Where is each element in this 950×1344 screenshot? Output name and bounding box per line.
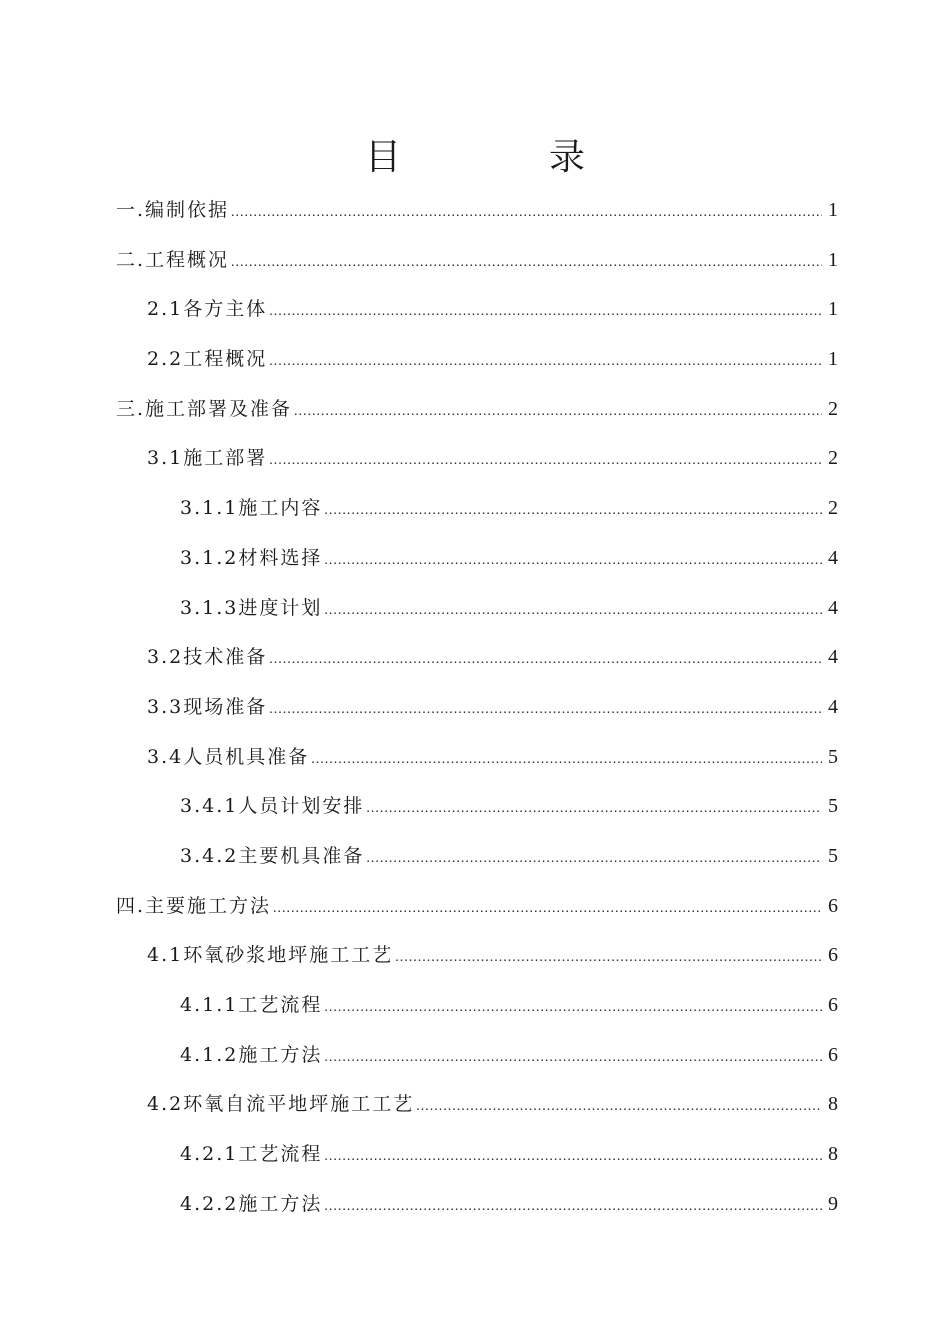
toc-page-number: 5 [828, 795, 838, 818]
toc-entry[interactable] [116, 889, 838, 939]
toc-entry[interactable] [116, 740, 838, 790]
toc-page-number: 8 [828, 1143, 838, 1166]
toc-page-number: 2 [828, 447, 838, 470]
toc-entry[interactable] [116, 789, 838, 839]
toc-entry[interactable] [116, 988, 838, 1038]
toc-dot-leader [231, 246, 822, 280]
toc-entry[interactable] [116, 243, 838, 293]
toc-dot-leader [324, 1190, 822, 1224]
toc-page-number: 6 [828, 894, 838, 917]
toc-entry[interactable] [116, 1137, 838, 1187]
toc-entry-label: 3.1施工部署 [147, 447, 268, 470]
toc-page-number: 6 [828, 944, 838, 967]
toc-entry[interactable] [116, 640, 838, 690]
toc-entry-label: 4.2.1工艺流程 [180, 1143, 323, 1166]
toc-entry-label: 3.4.2主要机具准备 [180, 844, 365, 867]
toc-entry[interactable] [116, 342, 838, 392]
toc-entry-label: 一.编制依据 [116, 199, 230, 221]
toc-dot-leader [269, 295, 822, 329]
toc-page-number: 6 [828, 994, 838, 1016]
toc-dot-leader [366, 842, 822, 876]
toc-entry-label: 3.4.1人员计划安排 [180, 795, 365, 818]
toc-dot-leader [324, 544, 822, 578]
toc-dot-leader [269, 643, 822, 677]
toc-dot-leader [311, 743, 822, 777]
toc-entry-label: 3.1.1施工内容 [180, 497, 323, 520]
toc-entry-label: 3.3现场准备 [147, 695, 268, 718]
toc-entry[interactable] [116, 193, 838, 243]
toc-entry-label: 3.1.3进度计划 [180, 596, 323, 619]
toc-page-number: 8 [828, 1093, 838, 1116]
toc-entry-label: 2.2工程概况 [147, 348, 268, 371]
toc-page-number: 5 [828, 844, 838, 867]
toc-entry[interactable] [116, 1038, 838, 1088]
toc-dot-leader [231, 196, 822, 230]
toc-entry[interactable] [116, 839, 838, 889]
toc-entry-label: 二.工程概况 [116, 248, 230, 271]
toc-dot-leader [366, 792, 822, 826]
toc-page-number: 1 [828, 248, 838, 271]
toc-entry[interactable] [116, 938, 838, 988]
toc-entry-label: 4.1.1工艺流程 [180, 994, 323, 1016]
toc-entry[interactable] [116, 1187, 838, 1237]
toc-entry[interactable] [116, 441, 838, 491]
toc-dot-leader [273, 892, 822, 926]
toc-dot-leader [324, 1041, 822, 1075]
toc-dot-leader [324, 494, 822, 528]
page-title: 目 录 [364, 137, 641, 179]
toc-page-number: 9 [828, 1192, 838, 1215]
toc-entry[interactable] [116, 392, 838, 442]
toc-page-number: 4 [828, 546, 838, 569]
toc-entry[interactable] [116, 591, 838, 641]
toc-entry-label: 4.2.2施工方法 [180, 1192, 323, 1215]
toc-page-number: 1 [828, 348, 838, 371]
toc-entry-label: 2.1各方主体 [147, 298, 268, 321]
toc-entry-label: 4.2环氧自流平地坪施工工艺 [147, 1093, 415, 1116]
toc-entry[interactable] [116, 1087, 838, 1137]
toc-entry-label: 4.1.2施工方法 [180, 1043, 323, 1066]
toc-page-number: 2 [828, 397, 838, 420]
toc-entry-label: 4.1环氧砂浆地坪施工工艺 [147, 944, 394, 967]
toc-entry-label: 四.主要施工方法 [116, 894, 272, 917]
toc-entry-label: 3.2技术准备 [147, 646, 268, 669]
toc-dot-leader [269, 345, 822, 379]
toc-entry[interactable] [116, 690, 838, 740]
toc-page-number: 4 [828, 646, 838, 669]
toc-dot-leader [324, 991, 822, 1025]
toc-entry-label: 3.4人员机具准备 [147, 745, 310, 768]
toc-dot-leader [395, 941, 822, 975]
toc-dot-leader [269, 693, 822, 727]
toc-dot-leader [324, 594, 822, 628]
toc-page-number: 1 [828, 298, 838, 321]
toc-page-number: 2 [828, 497, 838, 520]
toc-dot-leader [416, 1090, 822, 1124]
toc-page-number: 1 [828, 199, 838, 221]
toc-page-number: 5 [828, 745, 838, 768]
toc-entry[interactable] [116, 541, 838, 591]
toc-entry-label: 3.1.2材料选择 [180, 546, 323, 569]
toc-page-number: 4 [828, 596, 838, 619]
toc-page-number: 4 [828, 695, 838, 718]
toc-dot-leader [294, 395, 822, 429]
toc-page-number: 6 [828, 1043, 838, 1066]
toc-entry[interactable] [116, 292, 838, 342]
toc-dot-leader [324, 1140, 822, 1174]
toc-entry[interactable] [116, 491, 838, 541]
toc-dot-leader [269, 444, 822, 478]
table-of-contents [116, 193, 838, 1236]
toc-entry-label: 三.施工部署及准备 [116, 397, 293, 420]
